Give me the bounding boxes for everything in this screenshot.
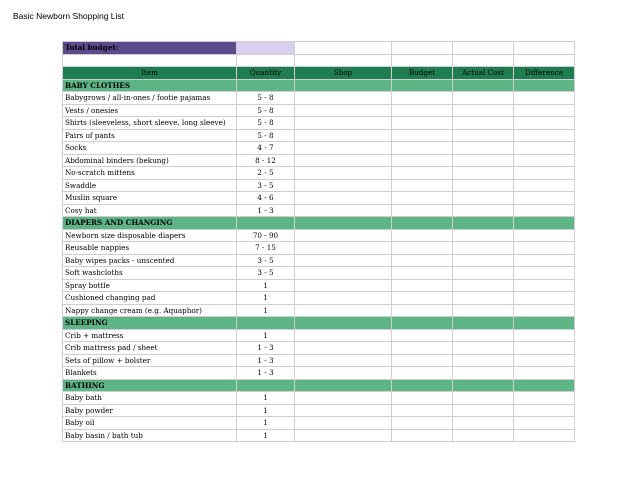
- actual-cost-cell[interactable]: [453, 392, 514, 405]
- column-header-actual-cost: Actual Cost: [453, 67, 514, 80]
- budget-cell[interactable]: [392, 179, 453, 192]
- shop-cell[interactable]: [295, 154, 392, 167]
- difference-cell[interactable]: [514, 367, 575, 380]
- table-row: [63, 404, 575, 417]
- table-row: [63, 192, 575, 205]
- column-header-budget: Budget: [392, 67, 453, 80]
- budget-cell[interactable]: [392, 92, 453, 105]
- table-row: [63, 242, 575, 255]
- table-row: [63, 104, 575, 117]
- actual-cost-cell[interactable]: [453, 292, 514, 305]
- item-name-cell[interactable]: Cushioned changing pad: [63, 292, 237, 305]
- difference-cell[interactable]: [514, 329, 575, 342]
- table-row: [63, 292, 575, 305]
- table-row: [63, 254, 575, 267]
- empty-cell[interactable]: [295, 217, 392, 230]
- table-row: [63, 367, 575, 380]
- section-header-row: [63, 317, 575, 330]
- quantity-cell[interactable]: 1: [237, 392, 295, 405]
- difference-cell[interactable]: [514, 242, 575, 255]
- empty-cell[interactable]: [295, 54, 392, 67]
- shop-cell[interactable]: [295, 229, 392, 242]
- actual-cost-cell[interactable]: [453, 179, 514, 192]
- shop-cell[interactable]: [295, 292, 392, 305]
- table-row: [63, 117, 575, 130]
- empty-cell[interactable]: [295, 317, 392, 330]
- difference-cell[interactable]: [514, 342, 575, 355]
- item-name-cell[interactable]: No-scratch mittens: [63, 167, 237, 180]
- shop-cell[interactable]: [295, 167, 392, 180]
- actual-cost-cell[interactable]: [453, 242, 514, 255]
- actual-cost-cell[interactable]: [453, 142, 514, 155]
- shop-cell[interactable]: [295, 204, 392, 217]
- column-header-row: [63, 67, 575, 80]
- empty-cell[interactable]: [453, 79, 514, 92]
- shop-cell[interactable]: [295, 192, 392, 205]
- empty-cell[interactable]: [514, 54, 575, 67]
- quantity-cell[interactable]: 1: [237, 404, 295, 417]
- empty-cell[interactable]: [392, 54, 453, 67]
- total-budget-label: Total budget:: [63, 42, 237, 55]
- difference-cell[interactable]: [514, 417, 575, 430]
- table-row: [63, 179, 575, 192]
- budget-cell[interactable]: [392, 117, 453, 130]
- empty-cell[interactable]: [453, 217, 514, 230]
- empty-cell[interactable]: [392, 379, 453, 392]
- difference-cell[interactable]: [514, 304, 575, 317]
- empty-cell[interactable]: [392, 317, 453, 330]
- actual-cost-cell[interactable]: [453, 167, 514, 180]
- item-name-cell[interactable]: Shirts (sleeveless, short sleeve, long sleeve): [63, 117, 237, 130]
- table-row: [63, 167, 575, 180]
- item-name-cell[interactable]: Blankets: [63, 367, 237, 380]
- difference-cell[interactable]: [514, 404, 575, 417]
- budget-cell[interactable]: [392, 167, 453, 180]
- budget-cell[interactable]: [392, 417, 453, 430]
- difference-cell[interactable]: [514, 354, 575, 367]
- shop-cell[interactable]: [295, 429, 392, 442]
- shop-cell[interactable]: [295, 392, 392, 405]
- empty-cell[interactable]: [295, 79, 392, 92]
- quantity-cell[interactable]: 1: [237, 279, 295, 292]
- empty-cell[interactable]: [237, 217, 295, 230]
- budget-cell[interactable]: [392, 354, 453, 367]
- budget-cell[interactable]: [392, 404, 453, 417]
- quantity-cell[interactable]: 4 - 7: [237, 142, 295, 155]
- shop-cell[interactable]: [295, 117, 392, 130]
- section-label: BABY CLOTHES: [63, 79, 237, 92]
- empty-cell[interactable]: [453, 54, 514, 67]
- shop-cell[interactable]: [295, 367, 392, 380]
- quantity-cell[interactable]: 1: [237, 304, 295, 317]
- budget-cell[interactable]: [392, 204, 453, 217]
- quantity-cell[interactable]: 1 - 3: [237, 342, 295, 355]
- shop-cell[interactable]: [295, 417, 392, 430]
- table-row: [63, 342, 575, 355]
- shop-cell[interactable]: [295, 254, 392, 267]
- item-name-cell[interactable]: Socks: [63, 142, 237, 155]
- budget-cell[interactable]: [392, 129, 453, 142]
- actual-cost-cell[interactable]: [453, 342, 514, 355]
- budget-cell[interactable]: [392, 142, 453, 155]
- shop-cell[interactable]: [295, 279, 392, 292]
- actual-cost-cell[interactable]: [453, 229, 514, 242]
- budget-cell[interactable]: [392, 279, 453, 292]
- item-name-cell[interactable]: Newborn size disposable diapers: [63, 229, 237, 242]
- table-row: [63, 267, 575, 280]
- table-row: [63, 279, 575, 292]
- empty-cell[interactable]: [514, 317, 575, 330]
- actual-cost-cell[interactable]: [453, 279, 514, 292]
- budget-cell[interactable]: [392, 329, 453, 342]
- actual-cost-cell[interactable]: [453, 304, 514, 317]
- item-name-cell[interactable]: Baby wipes packs - unscented: [63, 254, 237, 267]
- section-header-row: [63, 79, 575, 92]
- item-name-cell[interactable]: Nappy change cream (e.g. Aquaphor): [63, 304, 237, 317]
- column-header-shop: Shop: [295, 67, 392, 80]
- item-name-cell[interactable]: Reusable nappies: [63, 242, 237, 255]
- item-name-cell[interactable]: Pairs of pants: [63, 129, 237, 142]
- section-header-row: [63, 379, 575, 392]
- quantity-cell[interactable]: 5 - 8: [237, 117, 295, 130]
- empty-cell[interactable]: [295, 379, 392, 392]
- empty-cell[interactable]: [63, 54, 237, 67]
- quantity-cell[interactable]: 7 - 15: [237, 242, 295, 255]
- quantity-cell[interactable]: 3 - 5: [237, 254, 295, 267]
- empty-cell[interactable]: [237, 317, 295, 330]
- item-name-cell[interactable]: Vests / onesies: [63, 104, 237, 117]
- difference-cell[interactable]: [514, 129, 575, 142]
- item-name-cell[interactable]: Baby bath: [63, 392, 237, 405]
- column-header-item: Item: [63, 67, 237, 80]
- actual-cost-cell[interactable]: [453, 329, 514, 342]
- actual-cost-cell[interactable]: [453, 367, 514, 380]
- actual-cost-cell[interactable]: [453, 267, 514, 280]
- item-name-cell[interactable]: Spray bottle: [63, 279, 237, 292]
- shop-cell[interactable]: [295, 267, 392, 280]
- quantity-cell[interactable]: 2 - 5: [237, 167, 295, 180]
- table-row: [63, 354, 575, 367]
- document-title: Basic Newborn Shopping List: [13, 11, 125, 21]
- item-name-cell[interactable]: Crib + mattress: [63, 329, 237, 342]
- actual-cost-cell[interactable]: [453, 117, 514, 130]
- table-row: [63, 429, 575, 442]
- difference-cell[interactable]: [514, 279, 575, 292]
- quantity-cell[interactable]: 1: [237, 429, 295, 442]
- quantity-cell[interactable]: 3 - 5: [237, 179, 295, 192]
- shop-cell[interactable]: [295, 179, 392, 192]
- quantity-cell[interactable]: 1: [237, 292, 295, 305]
- shop-cell[interactable]: [295, 342, 392, 355]
- shopping-list-table: [62, 41, 575, 442]
- item-name-cell[interactable]: Sets of pillow + bolster: [63, 354, 237, 367]
- quantity-cell[interactable]: 1 - 3: [237, 367, 295, 380]
- actual-cost-cell[interactable]: [453, 429, 514, 442]
- empty-cell[interactable]: [237, 54, 295, 67]
- item-name-cell[interactable]: Abdominal binders (bekung): [63, 154, 237, 167]
- budget-cell[interactable]: [392, 254, 453, 267]
- total-budget-row: [63, 42, 575, 55]
- budget-cell[interactable]: [392, 154, 453, 167]
- budget-cell[interactable]: [392, 292, 453, 305]
- quantity-cell[interactable]: 3 - 5: [237, 267, 295, 280]
- shop-cell[interactable]: [295, 304, 392, 317]
- table-row: [63, 204, 575, 217]
- actual-cost-cell[interactable]: [453, 104, 514, 117]
- spacer-row: [63, 54, 575, 67]
- item-name-cell[interactable]: Babygrows / all-in-ones / footie pajamas: [63, 92, 237, 105]
- budget-cell[interactable]: [392, 342, 453, 355]
- budget-cell[interactable]: [392, 267, 453, 280]
- difference-cell[interactable]: [514, 429, 575, 442]
- difference-cell[interactable]: [514, 142, 575, 155]
- table-row: [63, 392, 575, 405]
- empty-cell[interactable]: [514, 42, 575, 55]
- budget-cell[interactable]: [392, 392, 453, 405]
- empty-cell[interactable]: [392, 217, 453, 230]
- empty-cell[interactable]: [453, 379, 514, 392]
- difference-cell[interactable]: [514, 254, 575, 267]
- item-name-cell[interactable]: Baby basin / bath tub: [63, 429, 237, 442]
- actual-cost-cell[interactable]: [453, 417, 514, 430]
- difference-cell[interactable]: [514, 167, 575, 180]
- quantity-cell[interactable]: 5 - 8: [237, 104, 295, 117]
- quantity-cell[interactable]: 5 - 8: [237, 92, 295, 105]
- table-row: [63, 417, 575, 430]
- section-label: DIAPERS AND CHANGING: [63, 217, 237, 230]
- difference-cell[interactable]: [514, 267, 575, 280]
- actual-cost-cell[interactable]: [453, 354, 514, 367]
- difference-cell[interactable]: [514, 117, 575, 130]
- empty-cell[interactable]: [514, 79, 575, 92]
- difference-cell[interactable]: [514, 92, 575, 105]
- quantity-cell[interactable]: 4 - 6: [237, 192, 295, 205]
- table-row: [63, 92, 575, 105]
- difference-cell[interactable]: [514, 104, 575, 117]
- actual-cost-cell[interactable]: [453, 254, 514, 267]
- item-name-cell[interactable]: Swaddle: [63, 179, 237, 192]
- actual-cost-cell[interactable]: [453, 154, 514, 167]
- table-row: [63, 154, 575, 167]
- difference-cell[interactable]: [514, 179, 575, 192]
- budget-cell[interactable]: [392, 367, 453, 380]
- difference-cell[interactable]: [514, 204, 575, 217]
- budget-cell[interactable]: [392, 242, 453, 255]
- item-name-cell[interactable]: Cosy hat: [63, 204, 237, 217]
- empty-cell[interactable]: [453, 317, 514, 330]
- item-name-cell[interactable]: Muslin square: [63, 192, 237, 205]
- empty-cell[interactable]: [237, 379, 295, 392]
- empty-cell[interactable]: [237, 79, 295, 92]
- shop-cell[interactable]: [295, 104, 392, 117]
- difference-cell[interactable]: [514, 292, 575, 305]
- actual-cost-cell[interactable]: [453, 192, 514, 205]
- actual-cost-cell[interactable]: [453, 92, 514, 105]
- shop-cell[interactable]: [295, 354, 392, 367]
- difference-cell[interactable]: [514, 192, 575, 205]
- section-label: SLEEPING: [63, 317, 237, 330]
- table-row: [63, 129, 575, 142]
- section-header-row: [63, 217, 575, 230]
- budget-cell[interactable]: [392, 192, 453, 205]
- table-row: [63, 142, 575, 155]
- shop-cell[interactable]: [295, 129, 392, 142]
- shop-cell[interactable]: [295, 329, 392, 342]
- quantity-cell[interactable]: 1: [237, 329, 295, 342]
- table-row: [63, 329, 575, 342]
- empty-cell[interactable]: [453, 42, 514, 55]
- column-header-quantity: Quantity: [237, 67, 295, 80]
- item-name-cell[interactable]: Baby oil: [63, 417, 237, 430]
- actual-cost-cell[interactable]: [453, 404, 514, 417]
- empty-cell[interactable]: [514, 379, 575, 392]
- budget-cell[interactable]: [392, 304, 453, 317]
- actual-cost-cell[interactable]: [453, 129, 514, 142]
- shop-cell[interactable]: [295, 404, 392, 417]
- budget-cell[interactable]: [392, 229, 453, 242]
- difference-cell[interactable]: [514, 229, 575, 242]
- empty-cell[interactable]: [514, 217, 575, 230]
- shop-cell[interactable]: [295, 242, 392, 255]
- quantity-cell[interactable]: 8 - 12: [237, 154, 295, 167]
- quantity-cell[interactable]: 70 - 90: [237, 229, 295, 242]
- empty-cell[interactable]: [295, 42, 392, 55]
- quantity-cell[interactable]: 1 - 3: [237, 354, 295, 367]
- column-header-difference: Difference: [514, 67, 575, 80]
- item-name-cell[interactable]: Crib mattress pad / sheet: [63, 342, 237, 355]
- quantity-cell[interactable]: 1: [237, 417, 295, 430]
- budget-cell[interactable]: [392, 104, 453, 117]
- budget-cell[interactable]: [392, 429, 453, 442]
- shop-cell[interactable]: [295, 92, 392, 105]
- difference-cell[interactable]: [514, 392, 575, 405]
- quantity-cell[interactable]: 5 - 8: [237, 129, 295, 142]
- item-name-cell[interactable]: Baby powder: [63, 404, 237, 417]
- actual-cost-cell[interactable]: [453, 204, 514, 217]
- table-row: [63, 304, 575, 317]
- table-row: [63, 229, 575, 242]
- shop-cell[interactable]: [295, 142, 392, 155]
- section-label: BATHING: [63, 379, 237, 392]
- total-budget-value-cell[interactable]: [237, 42, 295, 55]
- item-name-cell[interactable]: Soft washcloths: [63, 267, 237, 280]
- empty-cell[interactable]: [392, 79, 453, 92]
- difference-cell[interactable]: [514, 154, 575, 167]
- quantity-cell[interactable]: 1 - 3: [237, 204, 295, 217]
- empty-cell[interactable]: [392, 42, 453, 55]
